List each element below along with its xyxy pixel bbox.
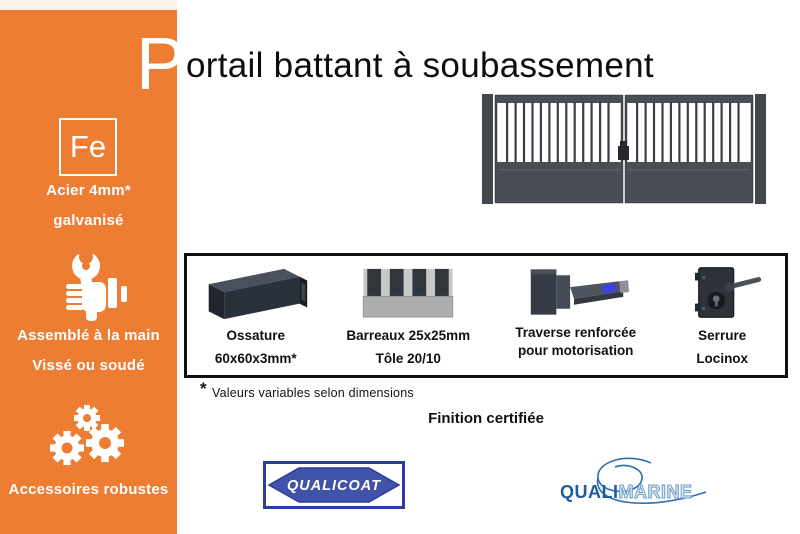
feature-label: Traverse renforcée xyxy=(515,325,637,340)
page-title-initial: P xyxy=(136,22,186,105)
feature-value: 60x60x3mm* xyxy=(214,350,297,366)
feature-value: pour motorisation xyxy=(517,342,634,358)
qualimarine-logo xyxy=(554,454,724,514)
fe-element-icon xyxy=(59,118,117,176)
top-strip xyxy=(0,0,177,10)
assembled-label: Assemblé à la main xyxy=(17,327,160,344)
qualimarine-marine: MARINE xyxy=(618,482,693,502)
feature-label: Serrure xyxy=(698,328,747,343)
serrure-image xyxy=(682,265,762,321)
feature-traverse xyxy=(492,256,659,375)
features-box xyxy=(184,253,788,378)
accessories-label: Accessoires robustes xyxy=(8,481,169,498)
qualimarine-quali: QUALI xyxy=(560,482,619,502)
traverse-image xyxy=(517,265,635,321)
footnote-asterisk: * xyxy=(200,379,207,398)
wrench-hand-icon xyxy=(44,248,134,322)
galvanized-label: galvanisé xyxy=(53,212,124,229)
qualicoat-text: QUALICOAT xyxy=(286,478,382,494)
feature-value: Locinox xyxy=(696,350,749,366)
feature-serrure xyxy=(659,256,785,375)
feature-ossature xyxy=(187,256,325,375)
fe-symbol: Fe xyxy=(69,129,107,164)
footnote-text: Valeurs variables selon dimensions xyxy=(212,386,414,400)
page-title: ortail battant à soubassement xyxy=(186,46,654,85)
feature-value: Tôle 20/10 xyxy=(375,350,441,366)
feature-label: Ossature xyxy=(226,328,286,343)
gate-right-post xyxy=(755,94,766,204)
screwed-welded-label: Vissé ou soudé xyxy=(32,357,145,374)
gate-left-post xyxy=(482,94,493,204)
qualimarine-text xyxy=(560,482,693,503)
steel-label: Acier 4mm* xyxy=(46,182,131,199)
feature-barreaux xyxy=(325,256,492,375)
feature-label: Barreaux 25x25mm xyxy=(346,328,471,343)
gears-icon xyxy=(40,403,135,477)
certified-finish-heading: Finition certifiée xyxy=(428,410,544,427)
qualicoat-logo xyxy=(263,461,405,509)
gate-illustration xyxy=(476,84,772,208)
barreaux-image xyxy=(361,265,455,321)
gate-lock xyxy=(618,146,629,160)
ossature-image xyxy=(202,265,310,321)
